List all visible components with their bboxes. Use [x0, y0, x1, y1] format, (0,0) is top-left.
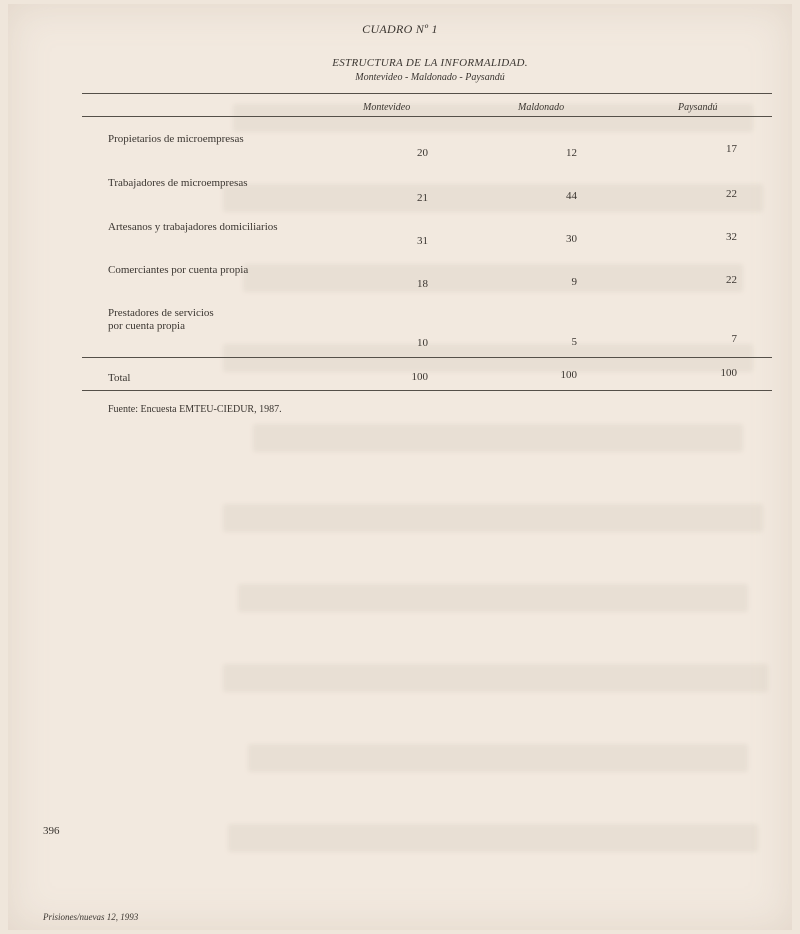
column-header-maldonado: Maldonado	[518, 102, 565, 113]
row-label-trabajadores: Trabajadores de microempresas	[108, 177, 248, 189]
header-bottom-rule	[82, 116, 772, 117]
table-title: ESTRUCTURA DE LA INFORMALIDAD.	[332, 57, 528, 69]
cell-r4-maldonado: 9	[571, 276, 577, 288]
cell-r5-montevideo: 10	[417, 337, 428, 349]
cell-r2-maldonado: 44	[566, 190, 577, 202]
cell-r3-montevideo: 31	[417, 235, 428, 247]
table-source: Fuente: Encuesta EMTEU-CIEDUR, 1987.	[108, 404, 282, 415]
cell-r5-paysandu: 7	[731, 333, 737, 345]
cell-r5-maldonado: 5	[571, 336, 577, 348]
cell-r1-paysandu: 17	[726, 143, 737, 155]
cell-r2-montevideo: 21	[417, 192, 428, 204]
cell-r3-paysandu: 32	[726, 231, 737, 243]
table-top-rule	[82, 93, 772, 94]
cell-r1-maldonado: 12	[566, 147, 577, 159]
column-header-paysandu: Paysandú	[678, 102, 718, 113]
cell-total-montevideo: 100	[411, 371, 428, 383]
row-label-comerciantes: Comerciantes por cuenta propia	[108, 264, 249, 276]
table-subtitle: Montevideo - Maldonado - Paysandú	[355, 72, 505, 83]
total-top-rule	[82, 357, 772, 358]
table-bottom-rule	[82, 390, 772, 391]
cell-total-paysandu: 100	[720, 367, 737, 379]
row-label-propietarios: Propietarios de microempresas	[108, 133, 244, 145]
page-number: 396	[43, 825, 60, 837]
row-label-total: Total	[108, 372, 131, 384]
column-header-montevideo: Montevideo	[363, 102, 411, 113]
table-caption: CUADRO Nº 1	[362, 22, 438, 36]
cell-r4-paysandu: 22	[726, 274, 737, 286]
cell-r3-maldonado: 30	[566, 233, 577, 245]
cell-r4-montevideo: 18	[417, 278, 428, 290]
cell-r1-montevideo: 20	[417, 147, 428, 159]
footer-citation: Prisiones/nuevas 12, 1993	[43, 912, 139, 922]
row-label-prestadores: Prestadores de servicios por cuenta propia	[108, 307, 214, 332]
cell-total-maldonado: 100	[560, 369, 577, 381]
row-label-artesanos: Artesanos y trabajadores domiciliarios	[108, 221, 278, 233]
cell-r2-paysandu: 22	[726, 188, 737, 200]
